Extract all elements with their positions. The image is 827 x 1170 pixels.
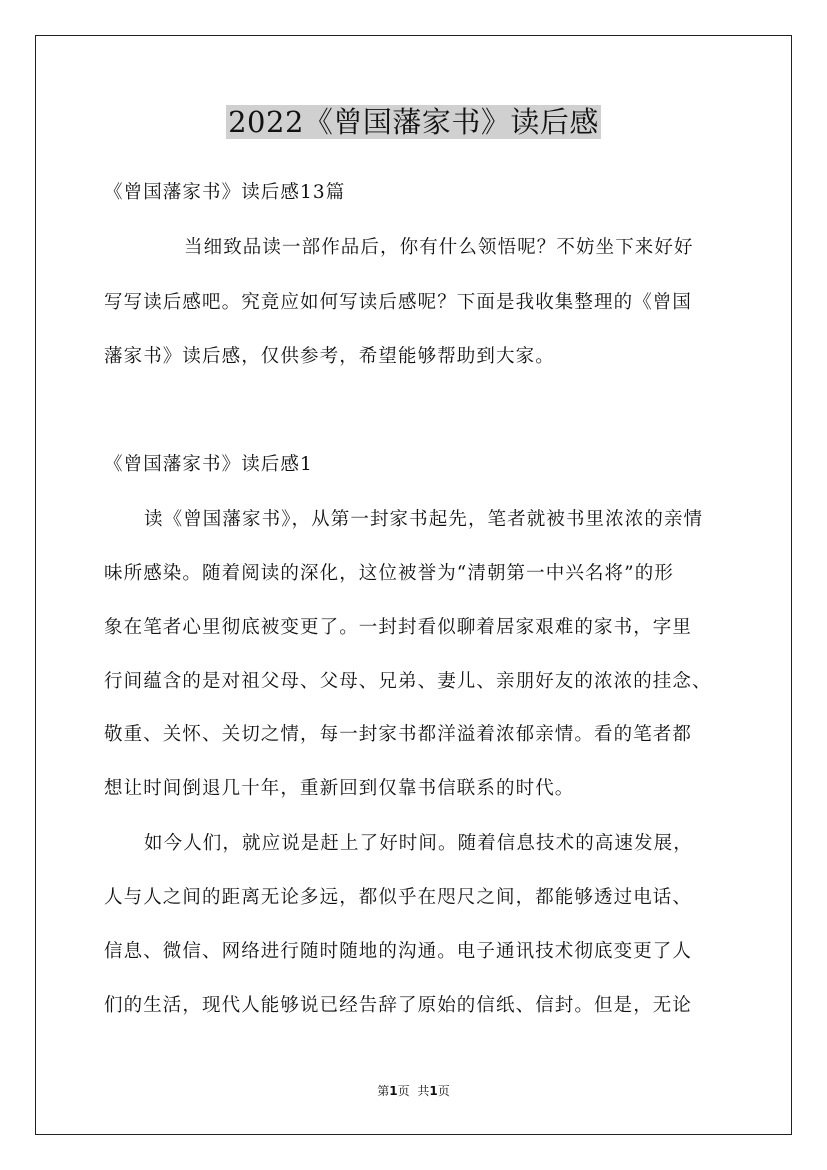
paragraph-1-line-1: 读《曾国藩家书》，从第一封家书起先，笔者就被书里浓浓的亲情 <box>144 509 704 530</box>
intro-line-1: 当细致品读一部作品后，你有什么领悟呢？不妨坐下来好好 <box>184 237 694 258</box>
paragraph-1-line-6: 想让时间倒退几十年，重新回到仅靠书信联系的时代。 <box>104 778 575 799</box>
section-heading: 《曾国藩家书》读后感1 <box>104 454 313 475</box>
footer-page-suffix: 页 <box>397 1084 410 1098</box>
footer-page-number: 1 <box>389 1084 398 1098</box>
footer-total-number: 1 <box>429 1084 438 1098</box>
paragraph-2-line-3: 信息、微信、网络进行随时随地的沟通。电子通讯技术彻底变更了人 <box>104 941 693 962</box>
paragraph-1-line-2: 味所感染。随着阅读的深化，这位被誉为“清朝第一中兴名将”的形 <box>104 563 674 584</box>
intro-line-3: 藩家书》读后感，仅供参考，希望能够帮助到大家。 <box>104 346 555 367</box>
paragraph-1-line-4: 行间蕴含的是对祖父母、父母、兄弟、妻儿、亲朋好友的浓浓的挂念、 <box>104 671 712 692</box>
paragraph-1-line-5: 敬重、关怀、关切之情，每一封家书都洋溢着浓郁亲情。看的笔者都 <box>104 724 693 745</box>
footer-total-suffix: 页 <box>437 1084 450 1098</box>
intro-line-2: 写写读后感吧。究竟应如何写读后感呢？下面是我收集整理的《曾国 <box>104 292 693 313</box>
paragraph-2-line-4: 们的生活，现代人能够说已经告辞了原始的信纸、信封。但是，无论 <box>104 995 693 1016</box>
footer-page-prefix: 第 <box>377 1084 390 1098</box>
paragraph-2-line-1: 如今人们，就应说是赶上了好时间。随着信息技术的高速发展， <box>144 833 693 854</box>
collection-heading: 《曾国藩家书》读后感13篇 <box>104 182 346 203</box>
document-title <box>0 100 827 144</box>
page-footer <box>0 1083 827 1099</box>
footer-total-prefix: 共 <box>417 1084 430 1098</box>
document-title-text: 2022《曾国藩家书》读后感 <box>228 105 599 139</box>
paragraph-1-line-3: 象在笔者心里彻底被变更了。一封封看似聊着居家艰难的家书，字里 <box>104 617 693 638</box>
paragraph-2-line-2: 人与人之间的距离无论多远，都似乎在咫尺之间，都能够透过电话、 <box>104 887 693 908</box>
